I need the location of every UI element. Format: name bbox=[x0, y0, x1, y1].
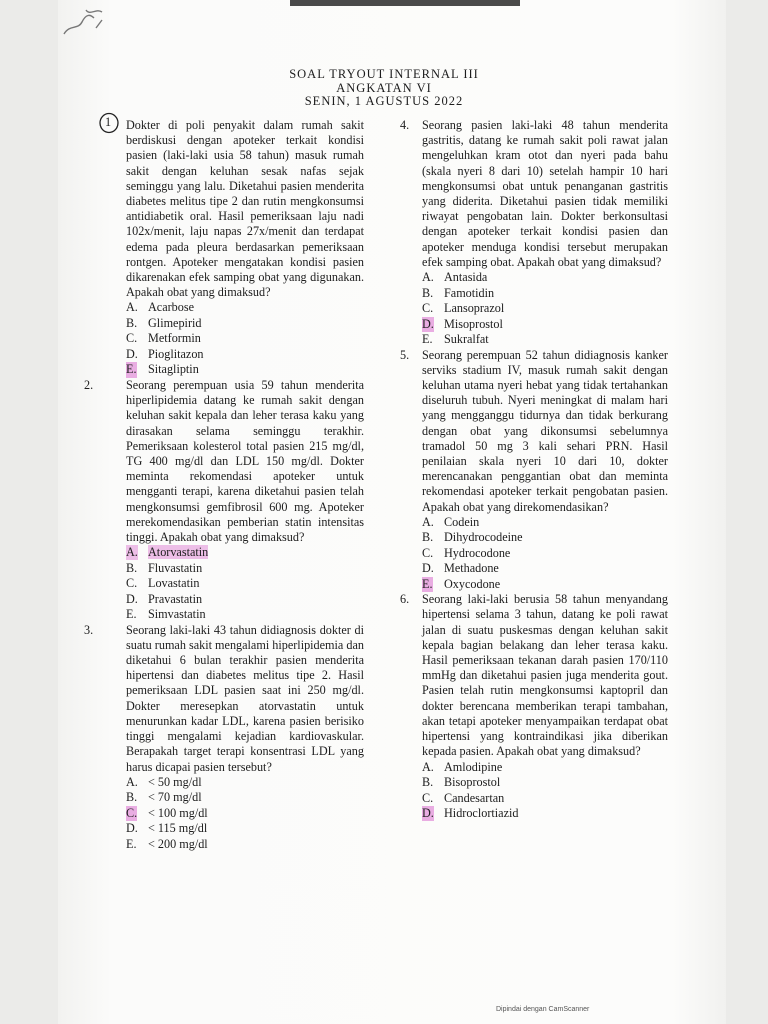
option-c[interactable]: C. Lansoprazol bbox=[422, 301, 505, 316]
option-c[interactable]: C. Hydrocodone bbox=[422, 545, 511, 560]
question-5 bbox=[400, 348, 668, 593]
option-b[interactable]: B. Dihydrocodeine bbox=[422, 530, 523, 545]
option-d[interactable]: D. Misoprostol bbox=[422, 316, 503, 331]
exam-batch: ANGKATAN VI bbox=[336, 80, 432, 95]
option-c[interactable]: C. Metformin bbox=[126, 331, 201, 346]
option-d[interactable]: D. Hidroclortiazid bbox=[422, 806, 519, 820]
scanner-watermark: Dipindai dengan CamScanner bbox=[496, 1006, 590, 1013]
scan-edge-bar bbox=[290, 0, 520, 6]
options-list bbox=[422, 270, 668, 348]
option-e[interactable]: E. Sukralfat bbox=[422, 332, 489, 347]
option-a[interactable]: A. < 50 mg/dl bbox=[126, 774, 202, 789]
option-a[interactable]: A. Atorvastatin bbox=[126, 545, 209, 560]
option-a[interactable]: A. Codein bbox=[422, 514, 480, 529]
option-b[interactable]: B. Glimepirid bbox=[126, 315, 202, 330]
question-6 bbox=[400, 592, 668, 821]
option-c[interactable]: C. Candesartan bbox=[422, 790, 505, 805]
question-3 bbox=[84, 622, 364, 853]
question-number: 3. bbox=[84, 622, 94, 637]
options-list bbox=[422, 760, 668, 822]
question-text: Seorang laki-laki 43 tahun didiagnosis dokter di suatu rumah sakit mengalami hiperlipidemia dan diketahui 6 bulan terakhir pasien menderita hipertensi dan diabetes melitus tipe 2. Hasil pemeriksaan LDL pasien saat ini 250 mg/dl. Dokter meresepkan atorvastatin untuk menurunkan kadar LDL, karena pasien berisiko tinggi mengalami kejadian kardiovaskular. Berapakah target terapi konsentrasi LDL yang harus dicapai pasien tersebut? bbox=[126, 622, 364, 774]
option-c[interactable]: C. Lovastatin bbox=[126, 576, 200, 591]
option-b[interactable]: B. Bisoprostol bbox=[422, 775, 501, 789]
option-d[interactable]: D. Pravastatin bbox=[126, 591, 203, 606]
options-list bbox=[126, 545, 364, 623]
question-text: Seorang laki-laki berusia 58 tahun menyandang hipertensi selama 3 tahun, datang ke poli rawat jalan di suatu puskesmas dengan keluhan sakit kepala bagian belakang dan leher terasa kaku. Hasil pemeriksaan tekanan darah pasien 170/110 mmHg dan diketahui pasien juga menderita gout. Pasien telah rutin mengkonsumsi kaptopril dan dokter berencana memberikan terapi tambahan, akan tetapi apoteker menyampaikan terdapat obat hipertensi yang kontraindikasi jika diberikan kepada pasien. Apakah obat yang dimaksud? bbox=[422, 592, 668, 759]
option-a[interactable]: A. Amlodipine bbox=[422, 759, 503, 774]
right-column bbox=[400, 118, 668, 822]
option-a[interactable]: A. Antasida bbox=[422, 270, 488, 285]
question-number: 6. bbox=[400, 592, 410, 607]
option-e[interactable]: E. Sitagliptin bbox=[126, 362, 199, 377]
exam-header bbox=[0, 68, 768, 109]
left-column bbox=[84, 115, 364, 852]
pencil-scribble-icon bbox=[60, 4, 110, 40]
option-d[interactable]: D. Pioglitazon bbox=[126, 346, 204, 361]
option-c[interactable]: C. < 100 mg/dl bbox=[126, 805, 208, 820]
exam-date: SENIN, 1 AGUSTUS 2022 bbox=[304, 94, 464, 108]
option-b[interactable]: B. < 70 mg/dl bbox=[126, 790, 202, 805]
question-number: 5. bbox=[400, 347, 410, 362]
question-text: Dokter di poli penyakit dalam rumah sakit berdiskusi dengan apoteker terkait kondisi pasien (laki-laki usia 58 tahun) masuk rumah sakit dengan keluhan sesak nafas sejak seminggu yang lalu. Diketahui pasien menderita diabetes melitus tipe 2 dan rutin mengkonsumsi antidiabetik oral. Hasil pemeriksaan laju nadi 102x/menit, laju napas 27x/menit dan terdapat edema pada pleura berdasarkan pemeriksaan rontgen. Apoteker mengatakan kondisi pasien dikarenakan efek samping obat yang digunakan. Apakah obat yang dimaksud? bbox=[126, 118, 364, 300]
options-list bbox=[126, 775, 364, 853]
question-text: Seorang perempuan usia 59 tahun menderita hiperlipidemia datang ke rumah sakit dengan keluhan sakit kepala dan leher terasa kaku yang dirasakan selama seminggu terakhir. Pemeriksaan kolesterol total pasien 215 mg/dl, TG 400 mg/dl dan LDL 150 mg/dl. Dokter meminta rekomendasi apoteker untuk mengganti terapi, karena diketahui pasien telah mengkonsumsi gemfibrosil 600 mg. Apoteker merekomendasikan pemberian statin intensitas tinggi. Apakah obat yang dimaksud? bbox=[126, 377, 364, 544]
option-b[interactable]: B. Famotidin bbox=[422, 285, 495, 300]
option-b[interactable]: B. Fluvastatin bbox=[126, 560, 203, 575]
question-4 bbox=[400, 118, 668, 348]
options-list bbox=[422, 515, 668, 593]
option-e[interactable]: E. < 200 mg/dl bbox=[126, 836, 208, 851]
exam-title: SOAL TRYOUT INTERNAL III bbox=[289, 67, 479, 81]
option-d[interactable]: D. Methadone bbox=[422, 561, 499, 576]
option-d[interactable]: D. < 115 mg/dl bbox=[126, 821, 208, 836]
question-text: Seorang pasien laki-laki 48 tahun menderita gastritis, datang ke rumah sakit poli rawat jalan mengeluhkan kram otot dan nyeri pada bahu (skala nyeri 8 dari 10) setelah hampir 10 hari mengkonsumsi obat untuk penanganan gastritis yang diderita. Diketahui pasien tidak memiliki riwayat pengobatan lain. Dokter berkonsultasi dengan apoteker terkait kondisi pasien dan apoteker menduga kondisi tersebut merupakan efek samping obat. Apakah obat yang dimaksud? bbox=[422, 118, 668, 269]
question-number: 2. bbox=[84, 377, 94, 392]
option-e[interactable]: E. Simvastatin bbox=[126, 607, 206, 622]
question-2 bbox=[84, 377, 364, 623]
options-list bbox=[126, 300, 364, 378]
question-number: 4. bbox=[400, 118, 410, 132]
option-e[interactable]: E. Oxycodone bbox=[422, 576, 501, 591]
option-a[interactable]: A. Acarbose bbox=[126, 300, 195, 315]
question-text: Seorang perempuan 52 tahun didiagnosis kanker serviks stadium IV, masuk rumah sakit dengan keluhan utama nyeri hebat yang tidak tertahankan diseluruh tubuh. Nyeri meningkat di malam hari yang mengganggu tidurnya dan tidak berkurang dengan obat yang dikonsumsi sebelumnya tramadol 50 mg 3 kali sehari PRN. Hasil penilaian skala nyeri 10 dari 10, dokter merencanakan penggantian obat dan meminta rekomendasi apoteker terkait pengobatan pasien. Apakah obat yang direkomendasikan? bbox=[422, 347, 668, 514]
question-1: 1 Dokter di poli penyakit dalam rumah sakit berdiskusi dengan apoteker terkait kondisi pasien (laki-laki usia 58 tahun) masuk rumah sakit dengan keluhan sesak nafas sejak seminggu yang lalu. Diketahui pasien menderita diabetes melitus tipe 2 dan rutin mengkonsumsi antidiabetik oral. Hasil pemeriksaan laju nadi 102x/menit, laju napas 27x/menit dan terdapat edema pada pleura berdasarkan pemeriksaan rontgen. Apoteker mengatakan kondisi pasien dikarenakan efek samping obat yang digunakan. Apakah obat yang dimaksud? A. Acarbose B. Glimepirid C. Metformin D. Pioglitazon E. Sitagliptin bbox=[104, 118, 364, 378]
